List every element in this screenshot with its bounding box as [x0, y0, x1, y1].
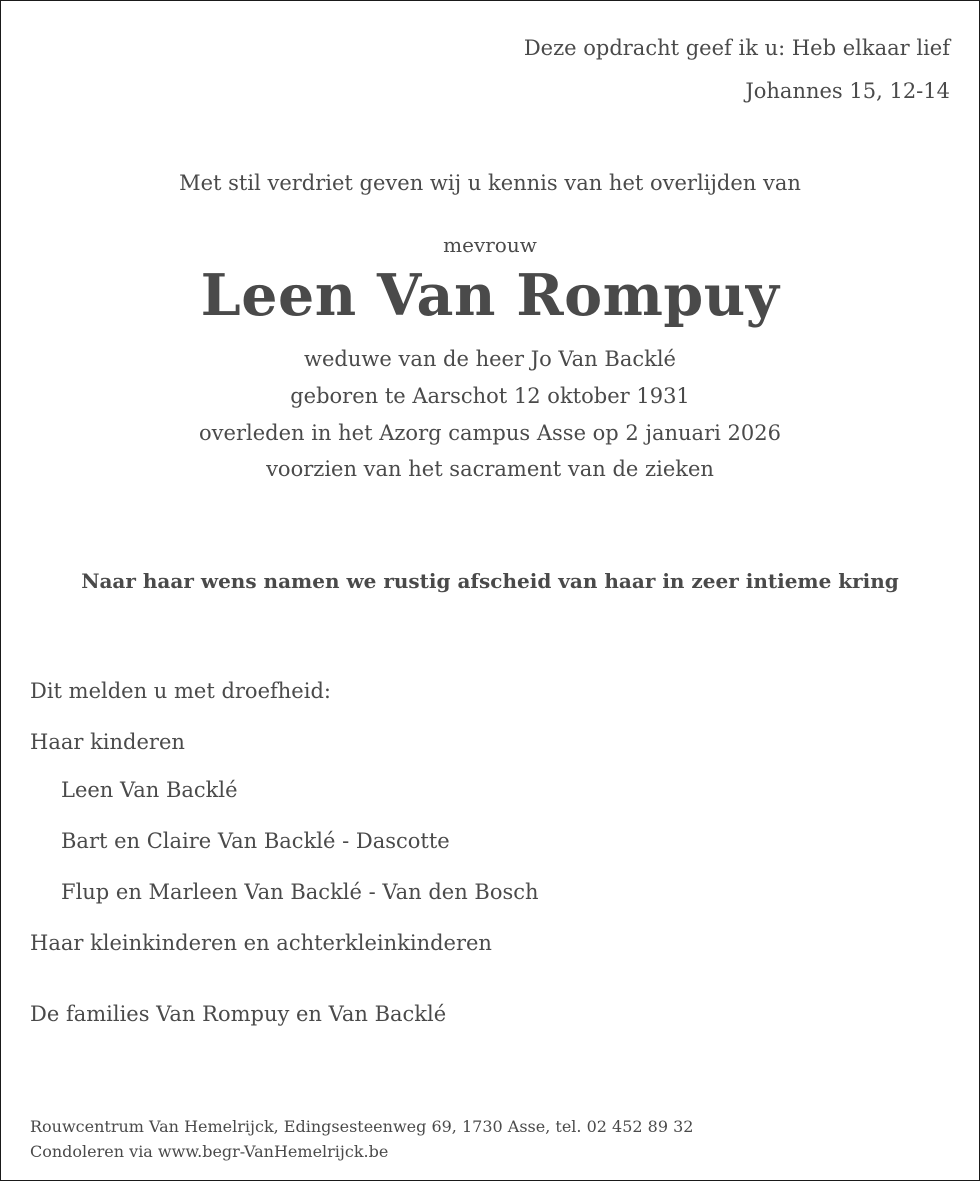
grandchildren: Haar kleinkinderen en achterkleinkinderen: [30, 931, 492, 955]
detail-sacrament: voorzien van het sacrament van de zieken: [266, 457, 714, 481]
children-heading: Haar kinderen: [30, 730, 185, 754]
detail-died: overleden in het Azorg campus Asse op 2 januari 2026: [199, 421, 781, 445]
condolence-link[interactable]: Condoleren via www.begr-VanHemelrijck.be: [30, 1142, 389, 1161]
families: De families Van Rompuy en Van Backlé: [30, 1002, 447, 1026]
detail-widow: weduwe van de heer Jo Van Backlé: [304, 347, 676, 371]
detail-born: geboren te Aarschot 12 oktober 1931: [290, 384, 690, 408]
child-name: Flup en Marleen Van Backlé - Van den Bosch: [61, 880, 539, 904]
intro-text: Met stil verdriet geven wij u kennis van het overlijden van: [179, 171, 801, 195]
wish-text: Naar haar wens namen we rustig afscheid van haar in zeer intieme kring: [81, 569, 899, 593]
deceased-name: Leen Van Rompuy: [200, 262, 780, 329]
honorific: mevrouw: [443, 233, 537, 257]
verse-reference: Johannes 15, 12-14: [745, 79, 950, 103]
verse-quote: Deze opdracht geef ik u: Heb elkaar lief: [523, 36, 950, 60]
family-intro: Dit melden u met droefheid:: [30, 679, 331, 703]
funeral-home-info: Rouwcentrum Van Hemelrijck, Edingsesteenweg 69, 1730 Asse, tel. 02 452 89 32: [30, 1117, 694, 1136]
child-name: Leen Van Backlé: [61, 778, 238, 802]
child-name: Bart en Claire Van Backlé - Dascotte: [61, 829, 450, 853]
